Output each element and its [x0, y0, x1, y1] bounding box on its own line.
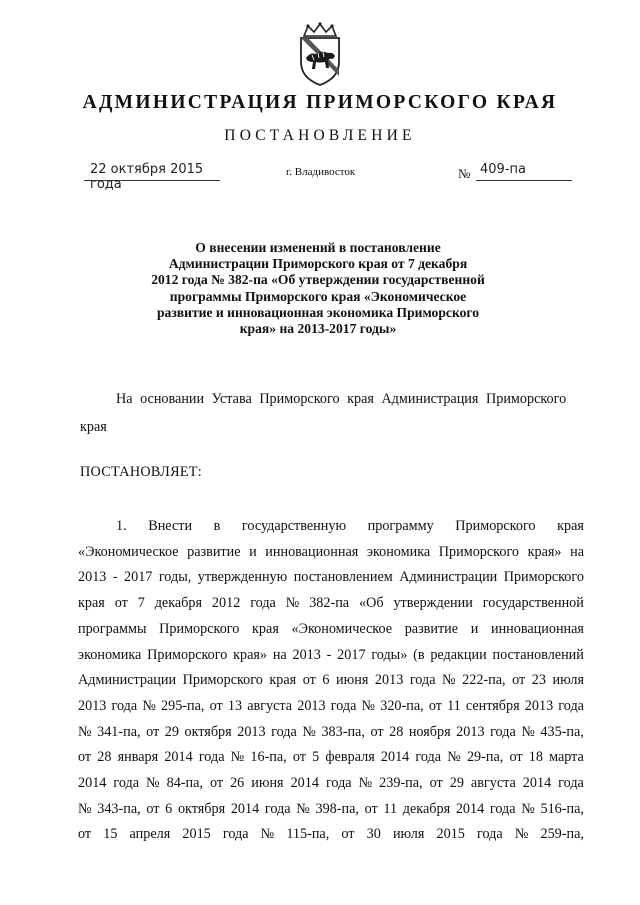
body-line	[78, 745, 584, 771]
body-word: 2014	[380, 749, 410, 766]
body-word: от	[114, 595, 128, 612]
body-line	[78, 771, 584, 797]
subject-line: Администрации Приморского края от 7 декабря	[168, 256, 468, 272]
body-line	[78, 643, 584, 669]
body-word: 2013	[374, 672, 404, 689]
body-word: Приморского	[147, 646, 228, 663]
body-word: 343-па,	[97, 800, 141, 817]
body-word: №	[146, 775, 160, 792]
body-word: 2015	[436, 826, 465, 843]
body-word: «Экономическое	[291, 620, 393, 637]
date-value: 22 октября 2015 года	[90, 162, 204, 192]
body-word: 2014	[164, 749, 193, 766]
subject-line: 2012 года № 382-па «Об утверждении государственной	[151, 272, 485, 288]
body-line	[78, 822, 584, 848]
body-word: №	[521, 800, 535, 817]
body-word: декабря	[402, 800, 451, 817]
body-word: №	[358, 775, 373, 792]
body-word: 1.	[116, 518, 127, 534]
body-word: 11	[447, 697, 461, 714]
body-word: 2014	[522, 775, 552, 792]
body-word: 23	[531, 672, 546, 689]
body-word: годы,	[158, 569, 192, 586]
body-word: 398-па,	[315, 800, 359, 817]
body-word: августа	[470, 775, 516, 792]
body-word: от	[146, 800, 160, 817]
body-word: декабря	[154, 595, 203, 612]
coat-of-arms-emblem	[292, 22, 348, 88]
body-word: от	[370, 723, 384, 740]
body-word: края»	[527, 543, 562, 560]
subject-line: О внесении изменений в постановление	[195, 240, 441, 255]
body-word: инновационная	[265, 543, 359, 560]
body-word: Администрации	[78, 672, 177, 689]
body-word: 295-па,	[161, 697, 205, 714]
body-word: 2015	[182, 826, 211, 843]
body-word: 435-па,	[540, 723, 584, 740]
body-word: от	[209, 697, 223, 714]
body-word: утвержденную	[197, 569, 288, 586]
body-word: края	[78, 595, 105, 612]
body-word: постановлением	[293, 569, 393, 586]
body-word: «Об	[358, 595, 384, 612]
body-word: 115-па,	[286, 826, 330, 843]
subject-line: развитие и инновационная экономика Приморского	[156, 304, 480, 320]
body-word: июля	[552, 672, 584, 689]
body-word: государственную	[241, 518, 347, 534]
body-word: №	[230, 749, 245, 766]
body-word: 5	[312, 749, 320, 766]
body-line	[78, 617, 584, 643]
body-word: февраля	[325, 749, 375, 766]
body-word: 29-па,	[466, 749, 504, 766]
basis-paragraph	[80, 385, 582, 441]
body-word: марта	[549, 749, 584, 766]
body-word: 2013	[78, 569, 107, 586]
body-word: 18	[528, 749, 543, 766]
document-subject	[128, 240, 508, 337]
body-word: постановлений	[492, 646, 584, 663]
body-word: «Экономическое	[78, 543, 179, 560]
body-word: августа	[247, 697, 293, 714]
body-line	[78, 540, 584, 566]
body-word: Внести	[148, 518, 193, 534]
body-word: июля	[392, 826, 425, 843]
body-word: 28	[389, 723, 404, 740]
body-word: 222-па,	[462, 672, 506, 689]
body-word: 383-па,	[321, 723, 365, 740]
body-word: 382-па	[309, 595, 350, 612]
body-word: редакции	[430, 646, 487, 663]
number-field	[476, 162, 572, 181]
body-word: Администрации	[399, 569, 498, 586]
body-word: №	[514, 826, 529, 843]
body-word: от	[429, 775, 443, 792]
subject-line: программы Приморского края «Экономическое	[169, 288, 467, 304]
body-word: 11	[383, 800, 398, 817]
subject-line: края» на 2013-2017 годы»	[239, 321, 397, 337]
body-word: 516-па,	[540, 800, 584, 817]
body-word: от	[302, 672, 316, 689]
body-word: апреля	[129, 826, 171, 843]
body-word: 30	[366, 826, 381, 843]
body-word: 13	[227, 697, 243, 714]
body-word: 2013	[297, 697, 326, 714]
body-word: 239-па,	[379, 775, 423, 792]
body-word: года	[198, 749, 225, 766]
body-word: 2013	[292, 646, 321, 663]
body-word: и	[249, 543, 257, 560]
body-word: государственной	[482, 595, 584, 612]
body-word: от	[78, 749, 92, 766]
body-word: Приморского	[455, 518, 536, 534]
body-word: программу	[367, 518, 434, 534]
body-word: развитие	[404, 620, 459, 637]
body-word: экономика	[366, 543, 431, 560]
body-word: от	[509, 749, 523, 766]
body-word: №	[361, 697, 376, 714]
body-word: утверждении	[393, 595, 473, 612]
body-word: года	[222, 826, 249, 843]
body-word: ноября	[408, 723, 451, 740]
body-word: января	[117, 749, 159, 766]
body-word: от	[209, 775, 224, 792]
body-word: программы	[78, 620, 147, 637]
body-word: октября	[177, 800, 226, 817]
body-word: 16-па,	[250, 749, 287, 766]
body-word: 259-па,	[540, 826, 584, 843]
body-word: №	[285, 595, 300, 612]
body-word: от	[364, 800, 378, 817]
body-word: года	[271, 723, 297, 740]
date-field	[84, 162, 220, 192]
body-word: развитие	[187, 543, 241, 560]
organization-title: АДМИНИСТРАЦИЯ ПРИМОРСКОГО КРАЯ	[82, 92, 558, 113]
body-line	[78, 565, 584, 591]
body-word: 2014	[230, 800, 260, 817]
body-word: 341-па,	[97, 723, 141, 740]
body-word: года	[477, 826, 503, 843]
body-word: №	[296, 800, 310, 817]
body-word: №	[78, 800, 92, 817]
body-line	[78, 591, 584, 617]
basis-line: края	[80, 419, 107, 435]
body-word: №	[260, 826, 275, 843]
body-word: сентября	[465, 697, 520, 714]
body-word: года	[325, 775, 352, 792]
body-word: от	[512, 672, 526, 689]
body-word: годы»	[371, 646, 408, 663]
body-word: инновационная	[490, 620, 584, 637]
body-word: Приморского	[182, 672, 263, 689]
body-word: года	[111, 697, 138, 714]
number-sign: №	[458, 166, 471, 181]
body-word: 6	[322, 672, 330, 689]
body-word: 7	[137, 595, 145, 612]
body-word: года	[330, 697, 357, 714]
document-type-title: ПОСТАНОВЛЕНИЕ	[224, 127, 416, 144]
body-word: края	[557, 518, 584, 534]
body-word: года	[264, 800, 291, 817]
body-word: Приморского	[503, 569, 584, 586]
body-word: 29	[449, 775, 464, 792]
body-word: №	[442, 672, 456, 689]
body-word: 2014	[78, 775, 107, 792]
body-word: июня	[336, 672, 369, 689]
body-word: 2014	[455, 800, 485, 817]
body-word: июня	[251, 775, 284, 792]
body-word: 6	[165, 800, 173, 817]
body-word: в	[213, 518, 221, 534]
body-word: на	[570, 543, 584, 560]
body-word: 28	[97, 749, 112, 766]
body-word: года	[489, 800, 516, 817]
body-word: на	[272, 646, 287, 663]
body-word: экономика	[78, 646, 142, 663]
body-word: 2013	[237, 723, 266, 740]
body-word: 29	[164, 723, 179, 740]
body-word: 2013	[456, 723, 485, 740]
body-word: края»	[233, 646, 268, 663]
body-word: года	[250, 595, 276, 612]
body-word: края	[252, 620, 279, 637]
decree-word: ПОСТАНОВЛЯЕТ:	[80, 464, 203, 480]
body-word: 2012	[211, 595, 241, 612]
body-line	[78, 720, 584, 746]
body-paragraph	[78, 514, 584, 848]
body-word: года	[558, 697, 584, 714]
body-word: №	[521, 723, 535, 740]
body-line	[78, 668, 584, 694]
body-word: 2014	[290, 775, 319, 792]
body-line	[78, 694, 584, 720]
basis-line: На основании Устава Приморского края Администрация Приморского	[116, 391, 567, 407]
body-word: -	[326, 646, 332, 663]
body-word: №	[302, 723, 316, 740]
body-word: от	[78, 826, 92, 843]
body-word: края	[269, 672, 297, 689]
body-word: года	[409, 672, 436, 689]
body-word: от	[428, 697, 442, 714]
body-word: 2013	[78, 697, 107, 714]
body-word: №	[78, 723, 92, 740]
body-word: октября	[184, 723, 232, 740]
body-word: Приморского	[159, 620, 240, 637]
body-word: года	[558, 775, 584, 792]
body-word: года	[415, 749, 442, 766]
city-label: г. Владивосток	[286, 166, 356, 178]
body-word: (в	[413, 646, 425, 663]
body-word: от	[292, 749, 306, 766]
body-word: 2013	[524, 697, 554, 714]
body-word: от	[341, 826, 355, 843]
body-word: от	[146, 723, 160, 740]
body-line	[78, 514, 584, 540]
body-word: года	[490, 723, 516, 740]
body-word: №	[142, 697, 156, 714]
body-word: 2017	[124, 569, 153, 586]
body-word: 2017	[337, 646, 366, 663]
body-word: года	[113, 775, 140, 792]
body-word: Приморского	[438, 543, 520, 560]
body-word: 26	[230, 775, 245, 792]
body-word: №	[447, 749, 461, 766]
body-word: и	[470, 620, 479, 637]
body-word: 84-па,	[166, 775, 203, 792]
body-word: -	[112, 569, 118, 586]
number-value: 409-па	[480, 162, 526, 177]
body-line	[78, 797, 584, 823]
body-word: 320-па,	[380, 697, 424, 714]
body-word: 15	[103, 826, 118, 843]
